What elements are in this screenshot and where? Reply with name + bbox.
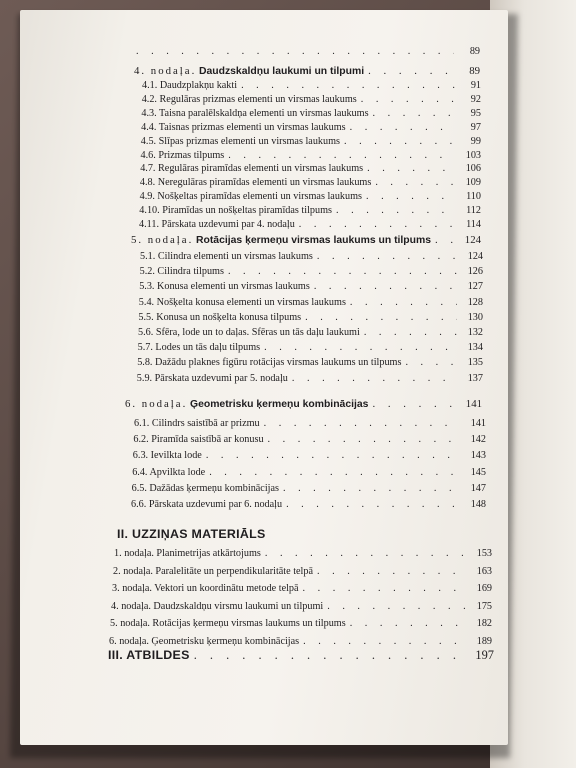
- item-title: Piramīda saistībā ar konusu: [151, 434, 264, 446]
- page-number: 182: [476, 618, 492, 630]
- item-title: Pārskata uzdevumi par 4. nodaļu: [161, 219, 295, 230]
- page-number: 124: [464, 234, 481, 246]
- item-number: 6.4.: [132, 466, 148, 478]
- dot-leader: [372, 398, 456, 410]
- item-number: 4.10.: [139, 205, 160, 217]
- item-title: Piramīdas un nošķeltas piramīdas tilpums: [162, 205, 332, 217]
- toc-subsection-row[interactable]: [132, 467, 486, 478]
- item-title: Dažādas ķermeņu kombinācijas: [149, 482, 279, 494]
- dot-leader: [228, 266, 457, 277]
- item-title: Prizmas tilpums: [158, 149, 225, 161]
- reference-chapter-row[interactable]: [112, 583, 492, 594]
- item-title: Pārskata uzdevumi par 5. nodaļu: [154, 372, 288, 384]
- page-number: 103: [465, 149, 481, 161]
- reference-chapter-row[interactable]: [114, 548, 492, 559]
- toc-subsection-row[interactable]: [139, 297, 483, 308]
- dot-leader: [364, 327, 457, 338]
- reference-chapter-row[interactable]: [109, 636, 492, 647]
- page-number: 128: [467, 296, 483, 308]
- item-number: 5.7.: [137, 342, 153, 354]
- dot-leader: [435, 234, 455, 246]
- page-number: 112: [466, 205, 481, 217]
- dot-leader: [317, 251, 457, 262]
- item-number: 5.3.: [139, 281, 155, 293]
- dot-leader: [228, 150, 455, 161]
- dot-leader: [305, 312, 457, 323]
- page-number: 134: [467, 342, 483, 354]
- dot-leader: [265, 548, 466, 559]
- toc-subsection-row[interactable]: [139, 205, 481, 216]
- item-number: 5.5.: [138, 311, 154, 323]
- dot-leader: [368, 65, 454, 77]
- reference-chapter-row[interactable]: [111, 601, 492, 612]
- item-title: Sfēra, lode un to daļas. Sfēras un tās daļu laukumi: [155, 327, 360, 338]
- toc-subsection-row[interactable]: [132, 483, 486, 494]
- page-number: 114: [466, 219, 481, 230]
- toc-subsection-row[interactable]: [141, 108, 481, 119]
- item-number: 6.5.: [131, 482, 147, 494]
- toc-subsection-row[interactable]: [138, 312, 483, 323]
- dot-leader: [194, 648, 468, 663]
- reference-chapter-row[interactable]: [110, 618, 492, 629]
- item-number: 4.9.: [139, 191, 155, 203]
- page-number: 92: [470, 93, 481, 105]
- item-title: Cilindrs saistībā ar prizmu: [151, 418, 260, 429]
- dot-leader: [314, 281, 457, 292]
- item-title: 2. nodaļa. Paralelitāte un perpendikularitāte telpā: [113, 565, 313, 577]
- item-title: Nošķelta konusa elementi un virsmas laukums: [156, 296, 346, 308]
- page-number: 145: [470, 466, 486, 478]
- page-number: 137: [467, 372, 483, 384]
- page-number: 89: [469, 46, 480, 57]
- page-number: 95: [470, 107, 481, 119]
- toc-subsection-row[interactable]: [137, 373, 483, 384]
- item-title: 1. nodaļa. Planimetrijas atkārtojums: [114, 548, 261, 559]
- part-3-heading[interactable]: [108, 648, 494, 663]
- dot-leader: [209, 467, 460, 478]
- chapter-4-heading[interactable]: [134, 65, 480, 77]
- item-title: 3. nodaļa. Vektori un koordinātu metode telpā: [112, 583, 299, 595]
- item-title: Regulāras prizmas elementi un virsmas laukums: [159, 93, 357, 105]
- page-number: 97: [470, 121, 481, 133]
- item-number: 6.2.: [133, 434, 149, 446]
- page-number: 169: [476, 583, 492, 595]
- page-number: 163: [476, 565, 492, 577]
- dot-leader: [303, 636, 466, 647]
- item-title: Konusa un nošķelta konusa tilpums: [156, 311, 302, 323]
- chapter-prefix: 6. nodaļa.: [125, 398, 188, 410]
- chapter-5-heading[interactable]: [131, 234, 481, 246]
- item-number: 5.2.: [139, 266, 155, 278]
- toc-subsection-row[interactable]: [142, 94, 481, 105]
- item-number: 4.6.: [140, 149, 156, 161]
- chapter-title: Rotācijas ķermeņu virsmas laukums un tilpums: [195, 235, 432, 246]
- chapter-prefix: 4. nodaļa.: [134, 65, 197, 77]
- toc-subsection-row[interactable]: [140, 163, 481, 174]
- page-number: 142: [470, 434, 486, 446]
- toc-subsection-row[interactable]: [137, 357, 483, 368]
- page-number: 127: [467, 281, 483, 293]
- dot-leader: [299, 219, 455, 230]
- toc-subsection-row[interactable]: [138, 342, 483, 353]
- item-number: 6.1.: [134, 418, 150, 429]
- page-number: 132: [467, 327, 483, 338]
- item-number: 4.8.: [139, 177, 156, 189]
- item-title: Taisna paralēlskaldņa elementi un virsmas laukums: [159, 107, 369, 119]
- toc-subsection-row[interactable]: [142, 80, 481, 91]
- dot-leader: [361, 94, 455, 105]
- item-number: 5.8.: [137, 357, 153, 369]
- dot-leader: [405, 357, 457, 368]
- item-number: 4.3.: [141, 107, 157, 119]
- toc-subsection-row[interactable]: [133, 434, 486, 445]
- page-number: 143: [470, 450, 486, 462]
- dot-leader: [264, 418, 460, 429]
- toc-subsection-row[interactable]: [139, 281, 483, 292]
- toc-subsection-row[interactable]: [134, 418, 486, 429]
- item-title: Regulāras piramīdas elementi un virsmas laukums: [158, 163, 364, 175]
- item-number: 4.2.: [141, 93, 157, 105]
- toc-subsection-row[interactable]: [133, 450, 486, 461]
- item-title: Pārskata uzdevumi par 6. nodaļu: [148, 499, 283, 510]
- page-number: 99: [470, 135, 481, 147]
- item-number: 4.7.: [140, 163, 156, 175]
- page-number: 89: [469, 65, 480, 77]
- dot-leader: [336, 205, 455, 216]
- item-number: 5.6.: [138, 327, 154, 338]
- dot-leader: [344, 136, 455, 147]
- item-title: Apvilkta lode: [149, 466, 206, 478]
- page-number: 147: [470, 482, 486, 494]
- page-number: 135: [467, 357, 483, 369]
- dot-leader: [373, 108, 455, 119]
- dot-leader: [206, 450, 460, 461]
- toc-subsection-row[interactable]: [141, 136, 481, 147]
- dot-leader: [241, 80, 455, 91]
- item-number: 4.1.: [142, 80, 158, 91]
- dot-leader: [136, 46, 454, 57]
- item-title: 4. nodaļa. Daudzskaldņu virsmu laukumi un tilpumi: [111, 600, 324, 612]
- page-number: 110: [466, 191, 481, 203]
- chapter-prefix: 5. nodaļa.: [131, 234, 194, 246]
- page-number: 148: [470, 499, 486, 510]
- chapter-6-heading[interactable]: [125, 398, 482, 410]
- page-number: 189: [476, 636, 492, 647]
- dot-leader: [350, 297, 457, 308]
- toc-subsection-row[interactable]: [141, 150, 482, 161]
- dot-leader: [350, 122, 455, 133]
- toc-subsection-row[interactable]: [140, 177, 481, 188]
- item-title: Daudzplakņu kakti: [159, 80, 238, 91]
- item-title: Cilindra tilpums: [157, 266, 224, 278]
- page-number: 175: [476, 600, 492, 612]
- page-number: 153: [476, 548, 492, 559]
- item-title: 5. nodaļa. Rotācijas ķermeņu virsmas laukums un tilpums: [110, 618, 346, 630]
- dot-leader: [367, 163, 455, 174]
- item-number: 4.5.: [140, 135, 157, 147]
- item-number: 5.4.: [138, 296, 155, 308]
- dot-leader: [283, 483, 460, 494]
- dot-leader: [327, 601, 466, 612]
- dot-leader: [292, 373, 457, 384]
- toc-subsection-row[interactable]: [139, 219, 481, 230]
- item-title: 6. nodaļa. Ģeometrisku ķermeņu kombinācijas: [109, 636, 300, 647]
- dot-leader: [375, 177, 455, 188]
- page-number: 141: [470, 418, 486, 429]
- toc-subsection-row[interactable]: [138, 327, 483, 338]
- item-title: Nošķeltas piramīdas elementi un virsmas laukums: [157, 191, 362, 203]
- toc-subsection-row[interactable]: [140, 266, 483, 277]
- dot-leader: [317, 566, 466, 577]
- page-number: 109: [465, 177, 481, 189]
- part-2-heading: [117, 527, 266, 541]
- item-number: 4.11.: [139, 219, 159, 230]
- dot-leader: [350, 618, 466, 629]
- dot-leader: [303, 583, 466, 594]
- page-number: 124: [467, 251, 483, 262]
- item-title: Cilindra elementi un virsmas laukums: [157, 251, 313, 262]
- page-number: 91: [470, 80, 481, 91]
- page-number: 141: [465, 398, 482, 410]
- toc-subsection-row[interactable]: [140, 191, 481, 202]
- dot-leader: [268, 434, 460, 445]
- item-number: 6.3.: [132, 450, 149, 462]
- page-number: 197: [475, 648, 494, 662]
- dot-leader: [286, 499, 460, 510]
- page-number: 106: [465, 163, 481, 175]
- page-number: 130: [467, 311, 483, 323]
- item-number: 4.4.: [141, 121, 157, 133]
- chapter-title: Ģeometrisku ķermeņu kombinācijas: [189, 399, 369, 410]
- toc-continuation-row: [132, 46, 480, 57]
- item-number: 6.6.: [131, 499, 147, 510]
- item-number: 5.9.: [136, 372, 153, 384]
- item-title: Slīpas prizmas elementi un virsmas laukums: [158, 135, 340, 147]
- item-title: Ievilkta lode: [150, 450, 202, 462]
- item-title: Lodes un tās daļu tilpums: [155, 342, 261, 354]
- toc-subsection-row[interactable]: [141, 122, 481, 133]
- item-title: Taisnas prizmas elementi un virsmas laukums: [158, 121, 346, 133]
- item-title: Dažādu plaknes figūru rotācijas virsmas laukums un tilpums: [155, 357, 402, 369]
- dot-leader: [366, 191, 455, 202]
- dot-leader: [264, 342, 457, 353]
- item-number: 5.1.: [140, 251, 156, 262]
- item-title: Konusa elementi un virsmas laukums: [157, 281, 310, 293]
- reference-chapter-row[interactable]: [113, 566, 492, 577]
- toc-subsection-row[interactable]: [131, 499, 486, 510]
- page-number: 126: [467, 266, 483, 278]
- item-title: Neregulāras piramīdas elementi un virsmas laukums: [157, 177, 372, 189]
- part-title: III. ATBILDES: [108, 648, 190, 662]
- toc-subsection-row[interactable]: [140, 251, 483, 262]
- part-title: II. UZZIŅAS MATERIĀLS: [117, 527, 266, 541]
- chapter-title: Daudzskaldņu laukumi un tilpumi: [198, 66, 365, 77]
